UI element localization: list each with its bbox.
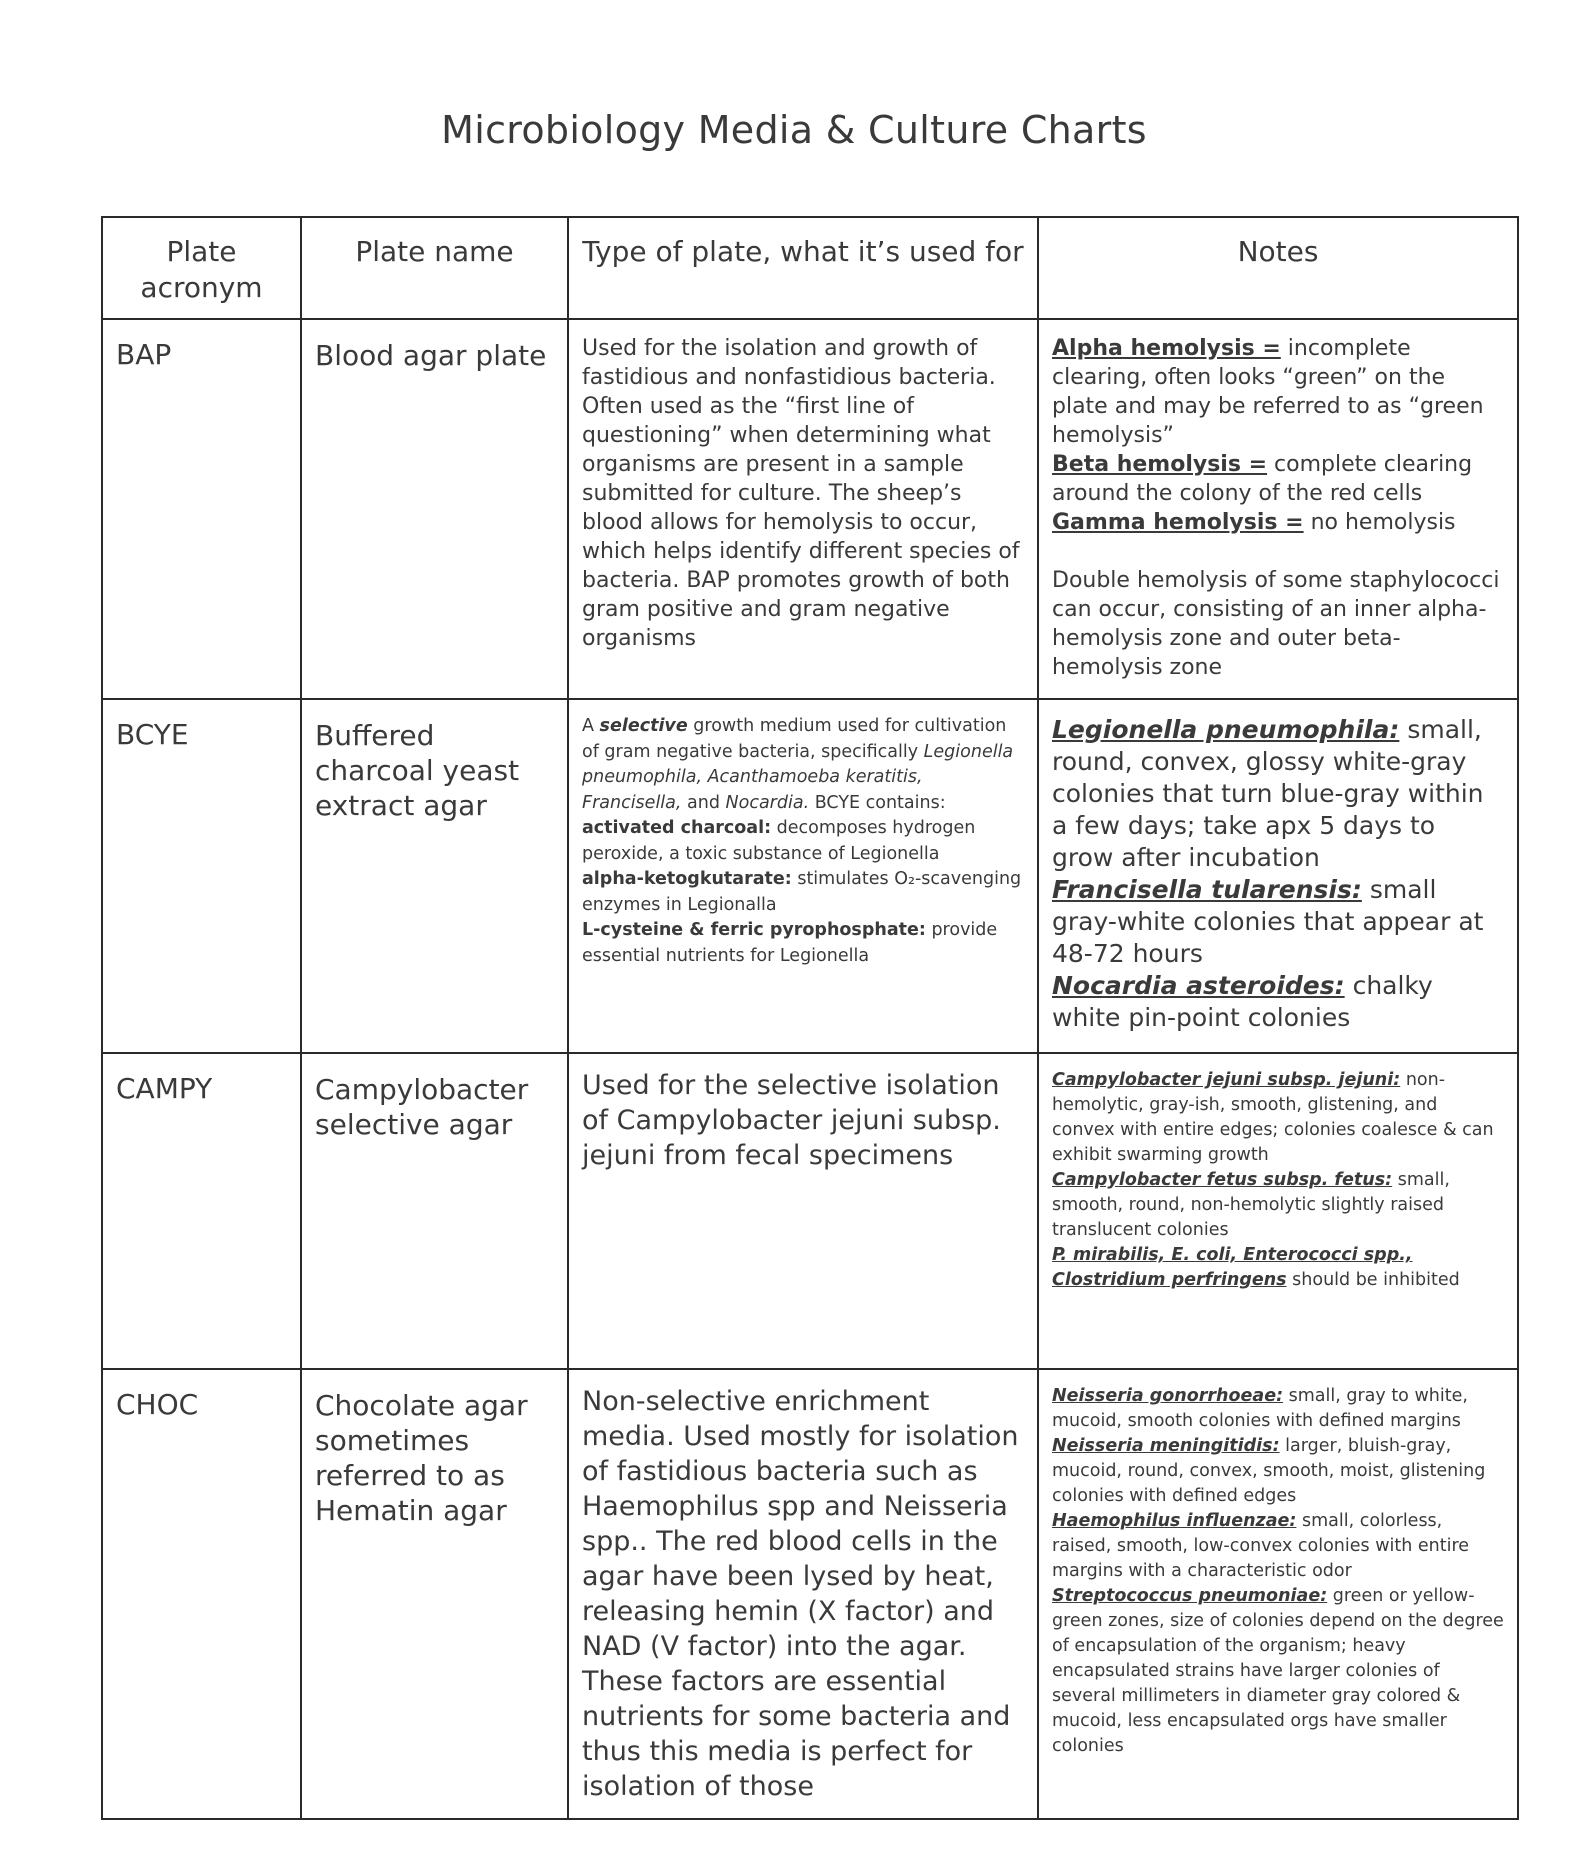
- plate-type: Used for the selective isolation of Campylobacter jejuni subsp. jejuni from fecal specimens: [568, 1053, 1038, 1369]
- note-text: non-hemolytic, gray-ish, smooth, glistening, and convex with entire edges; colonies coalesce & can exhibit swarming growth: [1052, 1070, 1494, 1165]
- note-term: Francisella tularensis:: [1052, 875, 1362, 904]
- note-text: small, round, convex, glossy white-gray colonies that turn blue-gray within a few days; take apx 5 days to grow after incubation: [1052, 715, 1484, 872]
- component-term: L-cysteine & ferric pyrophosphate:: [582, 920, 926, 940]
- note-text: chalky white pin-point colonies: [1052, 971, 1433, 1032]
- note-term: Campylobacter jejuni subsp. jejuni:: [1052, 1070, 1401, 1090]
- type-text: BCYE contains:: [809, 792, 946, 813]
- component-text: decomposes hydrogen peroxide, a toxic substance of Legionella: [582, 818, 976, 864]
- note-term: Campylobacter fetus subsp. fetus:: [1052, 1170, 1393, 1190]
- component-text: provide essential nutrients for Legionella: [582, 920, 998, 966]
- plate-type: Used for the isolation and growth of fastidious and nonfastidious bacteria. Often used as the “first line of questioning” when determining what organisms are present in a sample submitted for culture. The sheep’s blood allows for hemolysis to occur, which helps identify different species of bacteria. BAP promotes growth of both gram positive and gram negative organisms: [568, 319, 1038, 699]
- table-row: [102, 319, 1518, 699]
- plate-notes: [1038, 1053, 1518, 1369]
- type-organism: Legionella pneumophila, Acanthamoeba keratitis, Francisella,: [582, 741, 1014, 813]
- plate-acronym: BAP: [102, 319, 301, 699]
- plate-acronym: CAMPY: [102, 1053, 301, 1369]
- type-text: growth medium used for cultivation of gram negative bacteria, specifically: [582, 716, 1007, 762]
- type-text: and: [681, 792, 726, 813]
- note-text: small gray-white colonies that appear at 48-72 hours: [1052, 875, 1484, 968]
- plate-notes: [1038, 1369, 1518, 1819]
- plate-type: [568, 699, 1038, 1053]
- header-name: Plate name: [301, 217, 568, 319]
- note-term: Neisseria gonorrhoeae:: [1052, 1386, 1284, 1406]
- plate-name: Campylobacter selective agar: [301, 1053, 568, 1369]
- note-text: incomplete clearing, often looks “green” on the plate and may be referred to as “green hemolysis”: [1052, 336, 1484, 448]
- note-text: small, colorless, raised, smooth, low-convex colonies with entire margins with a characteristic odor: [1052, 1511, 1470, 1581]
- plate-acronym: CHOC: [102, 1369, 301, 1819]
- note-text: complete clearing around the colony of the red cells: [1052, 452, 1473, 506]
- note-text: green or yellow-green zones, size of colonies depend on the degree of encapsulation of the organism; heavy encapsulated strains have larger colonies of several millimeters in diameter gray colored & mucoid, less encapsulated orgs have smaller colonies: [1052, 1586, 1504, 1756]
- type-emphasis: selective: [599, 716, 688, 736]
- header-type: Type of plate, what it’s used for: [568, 217, 1038, 319]
- note-text: small, gray to white, mucoid, smooth colonies with defined margins: [1052, 1386, 1468, 1431]
- note-term: Nocardia asteroides:: [1052, 971, 1345, 1000]
- page-title: Microbiology Media & Culture Charts: [441, 108, 1147, 152]
- component-text: stimulates O₂-scavenging enzymes in Legionalla: [582, 869, 1022, 915]
- note-text: larger, bluish-gray, mucoid, round, convex, smooth, moist, glistening colonies with defined edges: [1052, 1436, 1486, 1506]
- note-text: Double hemolysis of some staphylococci can occur, consisting of an inner alpha-hemolysis zone and outer beta-hemolysis zone: [1052, 568, 1500, 680]
- note-term: Neisseria meningitidis:: [1052, 1436, 1280, 1456]
- header-notes: Notes: [1038, 217, 1518, 319]
- plate-type: Non-selective enrichment media. Used mostly for isolation of fastidious bacteria such as Haemophilus spp and Neisseria spp.. The red blood cells in the agar have been lysed by heat, releasing hemin (X factor) and NAD (V factor) into the agar. These factors are essential nutrients for some bacteria and thus this media is perfect for isolation of those: [568, 1369, 1038, 1819]
- plate-notes: [1038, 699, 1518, 1053]
- note-term: Haemophilus influenzae:: [1052, 1511, 1297, 1531]
- header-row: [102, 217, 1518, 319]
- note-term: Alpha hemolysis =: [1052, 336, 1281, 361]
- note-term: Gamma hemolysis =: [1052, 510, 1304, 535]
- note-text: small, smooth, round, non-hemolytic slightly raised translucent colonies: [1052, 1170, 1450, 1240]
- note-term: Beta hemolysis =: [1052, 452, 1268, 477]
- plate-name: Chocolate agar sometimes referred to as Hematin agar: [301, 1369, 568, 1819]
- note-term: P. mirabilis, E. coli, Enterococci spp., Clostridium perfringens: [1052, 1245, 1413, 1290]
- plate-name: Buffered charcoal yeast extract agar: [301, 699, 568, 1053]
- type-organism: Nocardia.: [725, 792, 810, 813]
- note-text: should be inhibited: [1286, 1270, 1460, 1290]
- plate-notes: [1038, 319, 1518, 699]
- plate-name: Blood agar plate: [301, 319, 568, 699]
- component-term: alpha-ketogkutarate:: [582, 869, 792, 889]
- component-term: activated charcoal:: [582, 818, 772, 838]
- type-text: A: [582, 716, 600, 736]
- table-row: [102, 1053, 1518, 1369]
- plate-acronym: BCYE: [102, 699, 301, 1053]
- note-text: no hemolysis: [1303, 510, 1456, 535]
- header-acronym: Plate acronym: [102, 217, 301, 319]
- table-row: [102, 1369, 1518, 1819]
- media-table: [101, 216, 1519, 1820]
- table-row: [102, 699, 1518, 1053]
- note-term: Legionella pneumophila:: [1052, 715, 1400, 744]
- note-term: Streptococcus pneumoniae:: [1052, 1586, 1328, 1606]
